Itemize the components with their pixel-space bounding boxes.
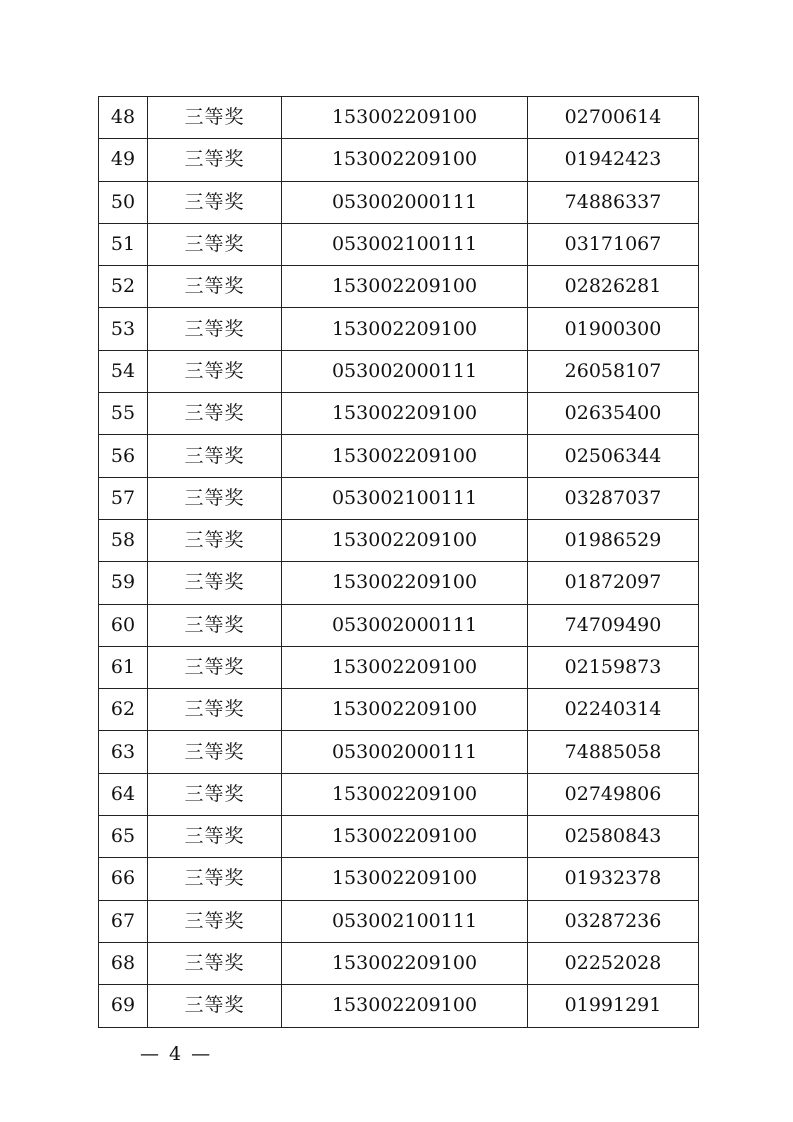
cell-number: 65 xyxy=(99,816,148,858)
cell-code: 153002209100 xyxy=(282,393,528,435)
prize-table xyxy=(98,96,699,1028)
cell-number: 67 xyxy=(99,900,148,942)
cell-prize: 三等奖 xyxy=(148,562,282,604)
table-row xyxy=(99,689,699,731)
cell-serial: 02580843 xyxy=(528,816,699,858)
cell-number: 63 xyxy=(99,731,148,773)
cell-serial: 01900300 xyxy=(528,308,699,350)
table-row xyxy=(99,816,699,858)
cell-number: 59 xyxy=(99,562,148,604)
cell-code: 053002100111 xyxy=(282,477,528,519)
cell-number: 50 xyxy=(99,181,148,223)
cell-number: 49 xyxy=(99,139,148,181)
cell-code: 153002209100 xyxy=(282,139,528,181)
cell-serial: 74886337 xyxy=(528,181,699,223)
cell-code: 153002209100 xyxy=(282,858,528,900)
table-row xyxy=(99,519,699,561)
cell-prize: 三等奖 xyxy=(148,816,282,858)
table-row xyxy=(99,435,699,477)
cell-prize: 三等奖 xyxy=(148,985,282,1027)
table-row xyxy=(99,266,699,308)
cell-code: 053002100111 xyxy=(282,223,528,265)
table-row xyxy=(99,477,699,519)
cell-code: 153002209100 xyxy=(282,689,528,731)
table-row xyxy=(99,942,699,984)
cell-code: 053002000111 xyxy=(282,181,528,223)
cell-prize: 三等奖 xyxy=(148,181,282,223)
cell-prize: 三等奖 xyxy=(148,604,282,646)
cell-prize: 三等奖 xyxy=(148,308,282,350)
table-row xyxy=(99,604,699,646)
cell-serial: 74885058 xyxy=(528,731,699,773)
table-row xyxy=(99,139,699,181)
cell-prize: 三等奖 xyxy=(148,731,282,773)
cell-serial: 02826281 xyxy=(528,266,699,308)
cell-number: 56 xyxy=(99,435,148,477)
cell-prize: 三等奖 xyxy=(148,139,282,181)
cell-number: 48 xyxy=(99,97,148,139)
cell-number: 69 xyxy=(99,985,148,1027)
cell-code: 053002000111 xyxy=(282,731,528,773)
cell-code: 053002000111 xyxy=(282,350,528,392)
cell-number: 52 xyxy=(99,266,148,308)
table-body xyxy=(99,97,699,1028)
cell-number: 54 xyxy=(99,350,148,392)
table-row xyxy=(99,773,699,815)
table-row xyxy=(99,308,699,350)
table-row xyxy=(99,858,699,900)
cell-serial: 01986529 xyxy=(528,519,699,561)
cell-code: 153002209100 xyxy=(282,435,528,477)
cell-number: 55 xyxy=(99,393,148,435)
cell-code: 153002209100 xyxy=(282,816,528,858)
cell-serial: 02252028 xyxy=(528,942,699,984)
table-row xyxy=(99,646,699,688)
cell-serial: 02159873 xyxy=(528,646,699,688)
cell-prize: 三等奖 xyxy=(148,350,282,392)
cell-code: 153002209100 xyxy=(282,985,528,1027)
cell-prize: 三等奖 xyxy=(148,773,282,815)
cell-prize: 三等奖 xyxy=(148,689,282,731)
cell-prize: 三等奖 xyxy=(148,266,282,308)
cell-code: 053002100111 xyxy=(282,900,528,942)
cell-code: 153002209100 xyxy=(282,773,528,815)
table-row xyxy=(99,562,699,604)
cell-serial: 03171067 xyxy=(528,223,699,265)
cell-prize: 三等奖 xyxy=(148,942,282,984)
cell-prize: 三等奖 xyxy=(148,519,282,561)
table-row xyxy=(99,223,699,265)
cell-serial: 02240314 xyxy=(528,689,699,731)
cell-prize: 三等奖 xyxy=(148,858,282,900)
cell-serial: 01991291 xyxy=(528,985,699,1027)
table-row xyxy=(99,985,699,1027)
cell-code: 053002000111 xyxy=(282,604,528,646)
cell-serial: 02700614 xyxy=(528,97,699,139)
cell-prize: 三等奖 xyxy=(148,223,282,265)
table-row xyxy=(99,900,699,942)
cell-number: 66 xyxy=(99,858,148,900)
cell-prize: 三等奖 xyxy=(148,393,282,435)
cell-code: 153002209100 xyxy=(282,646,528,688)
table-row xyxy=(99,97,699,139)
cell-serial: 02635400 xyxy=(528,393,699,435)
cell-serial: 01872097 xyxy=(528,562,699,604)
table-row xyxy=(99,393,699,435)
cell-number: 62 xyxy=(99,689,148,731)
cell-prize: 三等奖 xyxy=(148,900,282,942)
cell-number: 58 xyxy=(99,519,148,561)
cell-number: 57 xyxy=(99,477,148,519)
page-number: — 4 — xyxy=(140,1043,213,1065)
cell-prize: 三等奖 xyxy=(148,646,282,688)
cell-prize: 三等奖 xyxy=(148,97,282,139)
cell-number: 51 xyxy=(99,223,148,265)
cell-code: 153002209100 xyxy=(282,519,528,561)
table-row xyxy=(99,181,699,223)
cell-number: 61 xyxy=(99,646,148,688)
cell-code: 153002209100 xyxy=(282,266,528,308)
cell-code: 153002209100 xyxy=(282,562,528,604)
cell-number: 68 xyxy=(99,942,148,984)
cell-serial: 74709490 xyxy=(528,604,699,646)
cell-serial: 03287236 xyxy=(528,900,699,942)
table-row xyxy=(99,731,699,773)
cell-serial: 02749806 xyxy=(528,773,699,815)
cell-prize: 三等奖 xyxy=(148,477,282,519)
cell-code: 153002209100 xyxy=(282,97,528,139)
table-row xyxy=(99,350,699,392)
cell-number: 53 xyxy=(99,308,148,350)
cell-serial: 01942423 xyxy=(528,139,699,181)
cell-prize: 三等奖 xyxy=(148,435,282,477)
cell-code: 153002209100 xyxy=(282,942,528,984)
cell-number: 64 xyxy=(99,773,148,815)
cell-number: 60 xyxy=(99,604,148,646)
cell-serial: 26058107 xyxy=(528,350,699,392)
cell-serial: 01932378 xyxy=(528,858,699,900)
cell-serial: 03287037 xyxy=(528,477,699,519)
cell-code: 153002209100 xyxy=(282,308,528,350)
cell-serial: 02506344 xyxy=(528,435,699,477)
